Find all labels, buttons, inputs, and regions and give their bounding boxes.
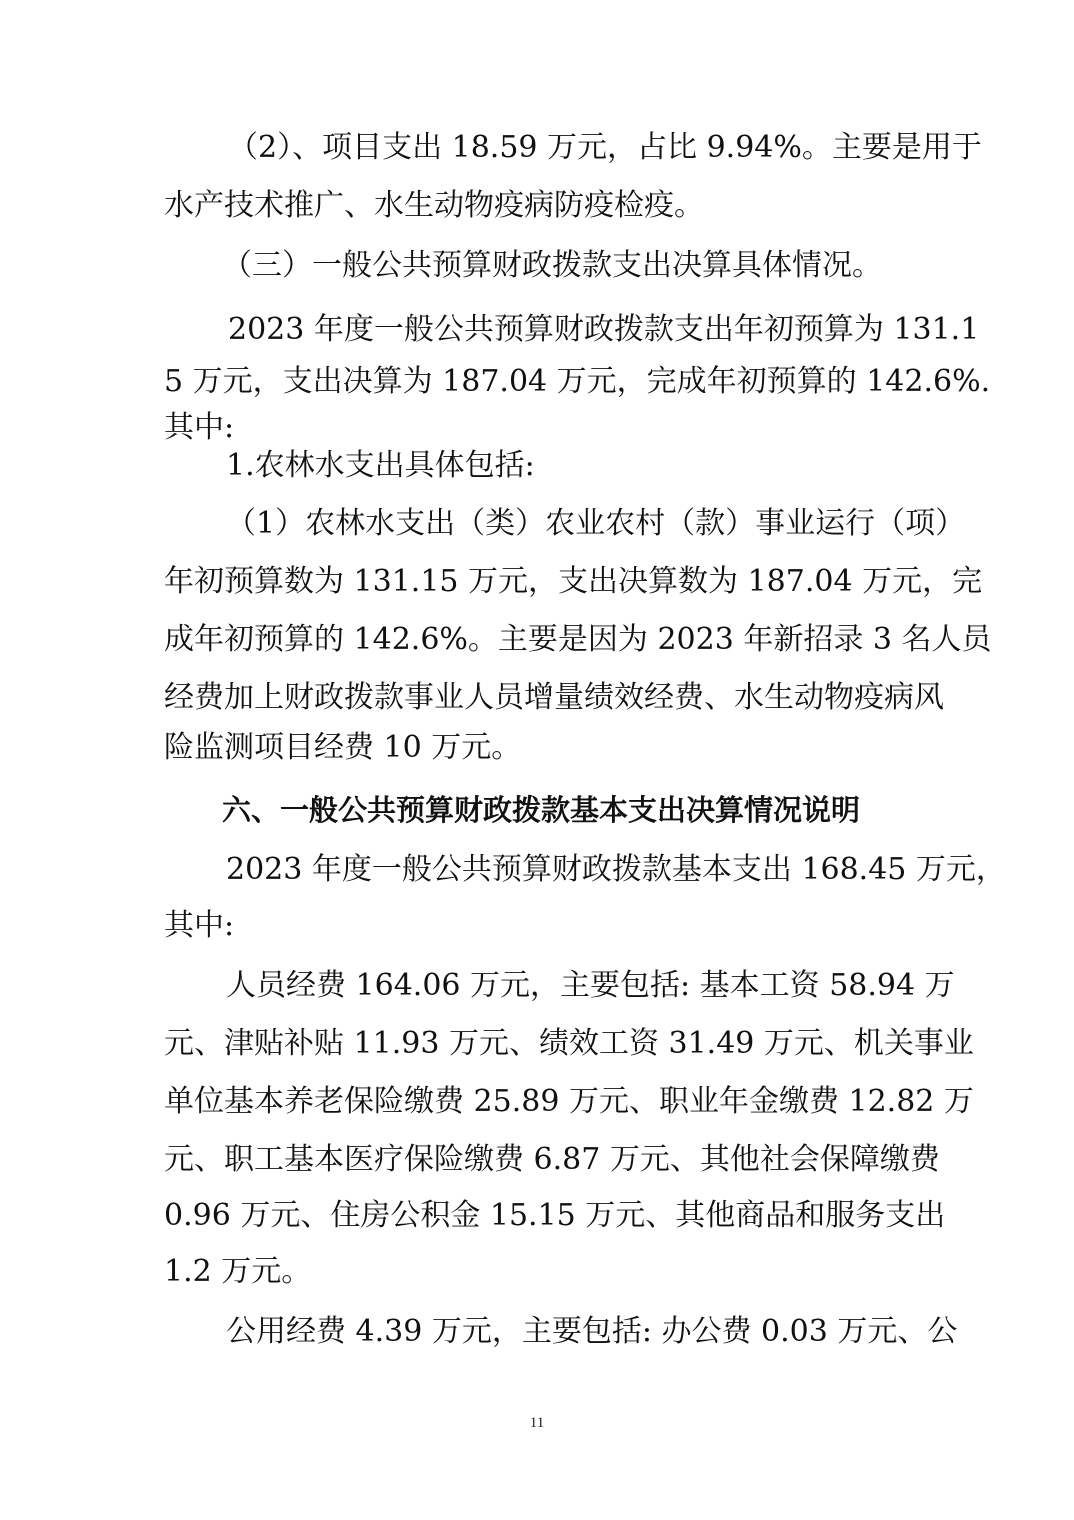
paragraph-item-1-detail-line-1: （1）农林水支出（类）农业农村（款）事业运行（项） bbox=[226, 506, 966, 541]
paragraph-project-expense-line-2: 水产技术推广、水生动物疫病防疫检疫。 bbox=[164, 188, 704, 223]
paragraph-item-1-detail-line-3: 成年初预算的 142.6%。主要是因为 2023 年新招录 3 名人员 bbox=[164, 622, 992, 657]
paragraph-personnel-expense-line-4: 元、职工基本医疗保险缴费 6.87 万元、其他社会保障缴费 bbox=[164, 1142, 940, 1177]
paragraph-project-expense-line-1: （2）、项目支出 18.59 万元，占比 9.94%。主要是用于 bbox=[228, 130, 982, 165]
paragraph-personnel-expense-line-3: 单位基本养老保险缴费 25.89 万元、职业年金缴费 12.82 万 bbox=[164, 1084, 974, 1119]
paragraph-budget-summary-line-3: 其中: bbox=[164, 410, 235, 445]
paragraph-basic-expense-line-1: 2023 年度一般公共预算财政拨款基本支出 168.45 万元， bbox=[226, 852, 1006, 887]
paragraph-personnel-expense-line-1: 人员经费 164.06 万元，主要包括: 基本工资 58.94 万 bbox=[226, 968, 955, 1003]
page-number: 11 bbox=[529, 1415, 545, 1431]
paragraph-personnel-expense-line-2: 元、津贴补贴 11.93 万元、绩效工资 31.49 万元、机关事业 bbox=[164, 1026, 974, 1061]
section-3-title: （三）一般公共预算财政拨款支出决算具体情况。 bbox=[222, 248, 882, 283]
paragraph-personnel-expense-line-6: 1.2 万元。 bbox=[164, 1254, 312, 1289]
paragraph-item-1-detail-line-2: 年初预算数为 131.15 万元，支出决算数为 187.04 万元，完 bbox=[164, 564, 983, 599]
paragraph-item-1-detail-line-4: 经费加上财政拨款事业人员增量绩效经费、水生动物疫病风 bbox=[164, 680, 944, 715]
paragraph-public-expense-line-1: 公用经费 4.39 万元，主要包括: 办公费 0.03 万元、公 bbox=[226, 1314, 958, 1349]
item-1-title: 1.农林水支出具体包括: bbox=[226, 448, 535, 483]
paragraph-budget-summary-line-2: 5 万元，支出决算为 187.04 万元，完成年初预算的 142.6%. bbox=[164, 364, 991, 399]
paragraph-basic-expense-line-2: 其中: bbox=[164, 908, 235, 943]
paragraph-item-1-detail-line-5: 险监测项目经费 10 万元。 bbox=[164, 730, 522, 765]
paragraph-budget-summary-line-1: 2023 年度一般公共预算财政拨款支出年初预算为 131.1 bbox=[228, 312, 980, 347]
section-6-heading: 六、一般公共预算财政拨款基本支出决算情况说明 bbox=[222, 793, 861, 827]
paragraph-personnel-expense-line-5: 0.96 万元、住房公积金 15.15 万元、其他商品和服务支出 bbox=[164, 1198, 946, 1233]
